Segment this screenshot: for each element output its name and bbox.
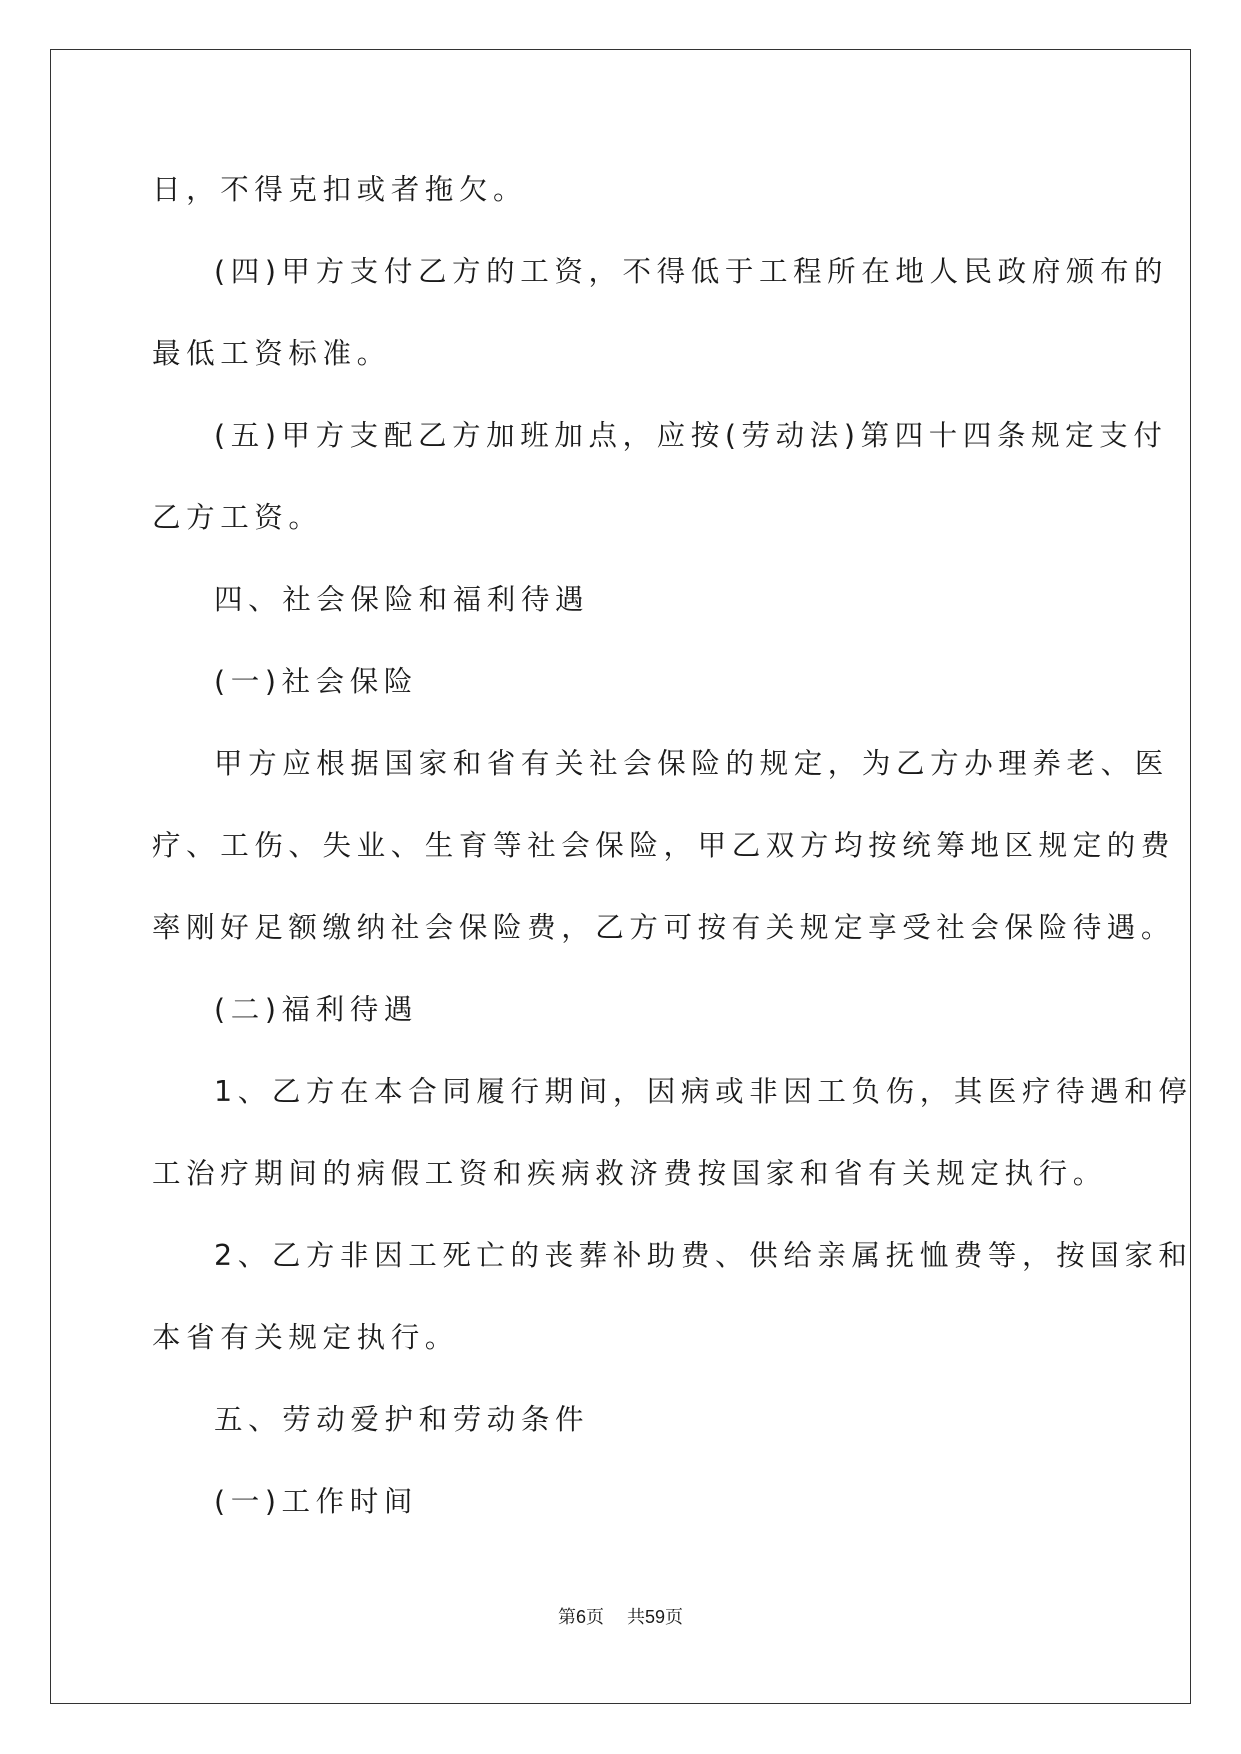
subsection-heading: (一)社会保险 xyxy=(214,665,418,698)
page-footer xyxy=(0,1603,1241,1629)
footer-page-suffix: 页 xyxy=(586,1607,605,1628)
text-line: (四)甲方支付乙方的工资，不得低于工程所在地人民政府颁布的 xyxy=(214,255,1169,288)
footer-prefix: 第 xyxy=(558,1607,577,1628)
section-heading: 四、社会保险和福利待遇 xyxy=(214,583,590,616)
text-line: 甲方应根据国家和省有关社会保险的规定，为乙方办理养老、医 xyxy=(214,747,1169,780)
text-line: 最低工资标准。 xyxy=(152,337,391,370)
text-line: 日，不得克扣或者拖欠。 xyxy=(152,173,528,206)
page-border xyxy=(50,49,1191,1704)
text-line: 本省有关规定执行。 xyxy=(152,1321,459,1354)
text-line: 1、乙方在本合同履行期间，因病或非因工负伤，其医疗待遇和停 xyxy=(214,1075,1193,1108)
subsection-heading: (一)工作时间 xyxy=(214,1485,418,1518)
text-line: 工治疗期间的病假工资和疾病救济费按国家和省有关规定执行。 xyxy=(152,1157,1107,1190)
footer-total-pages: 59 xyxy=(644,1607,665,1627)
footer-page-number: 6 xyxy=(576,1607,587,1627)
text-line: (五)甲方支配乙方加班加点，应按(劳动法)第四十四条规定支付 xyxy=(214,419,1168,452)
subsection-heading: (二)福利待遇 xyxy=(214,993,418,1026)
section-heading: 五、劳动爱护和劳动条件 xyxy=(214,1403,590,1436)
text-line: 乙方工资。 xyxy=(152,501,323,534)
text-line: 疗、工伤、失业、生育等社会保险，甲乙双方均按统筹地区规定的费 xyxy=(152,829,1176,862)
footer-total-suffix: 页 xyxy=(664,1607,683,1628)
text-line: 率刚好足额缴纳社会保险费，乙方可按有关规定享受社会保险待遇。 xyxy=(152,911,1176,944)
footer-total-prefix: 共 xyxy=(626,1607,645,1628)
text-line: 2、乙方非因工死亡的丧葬补助费、供给亲属抚恤费等，按国家和 xyxy=(214,1239,1193,1272)
